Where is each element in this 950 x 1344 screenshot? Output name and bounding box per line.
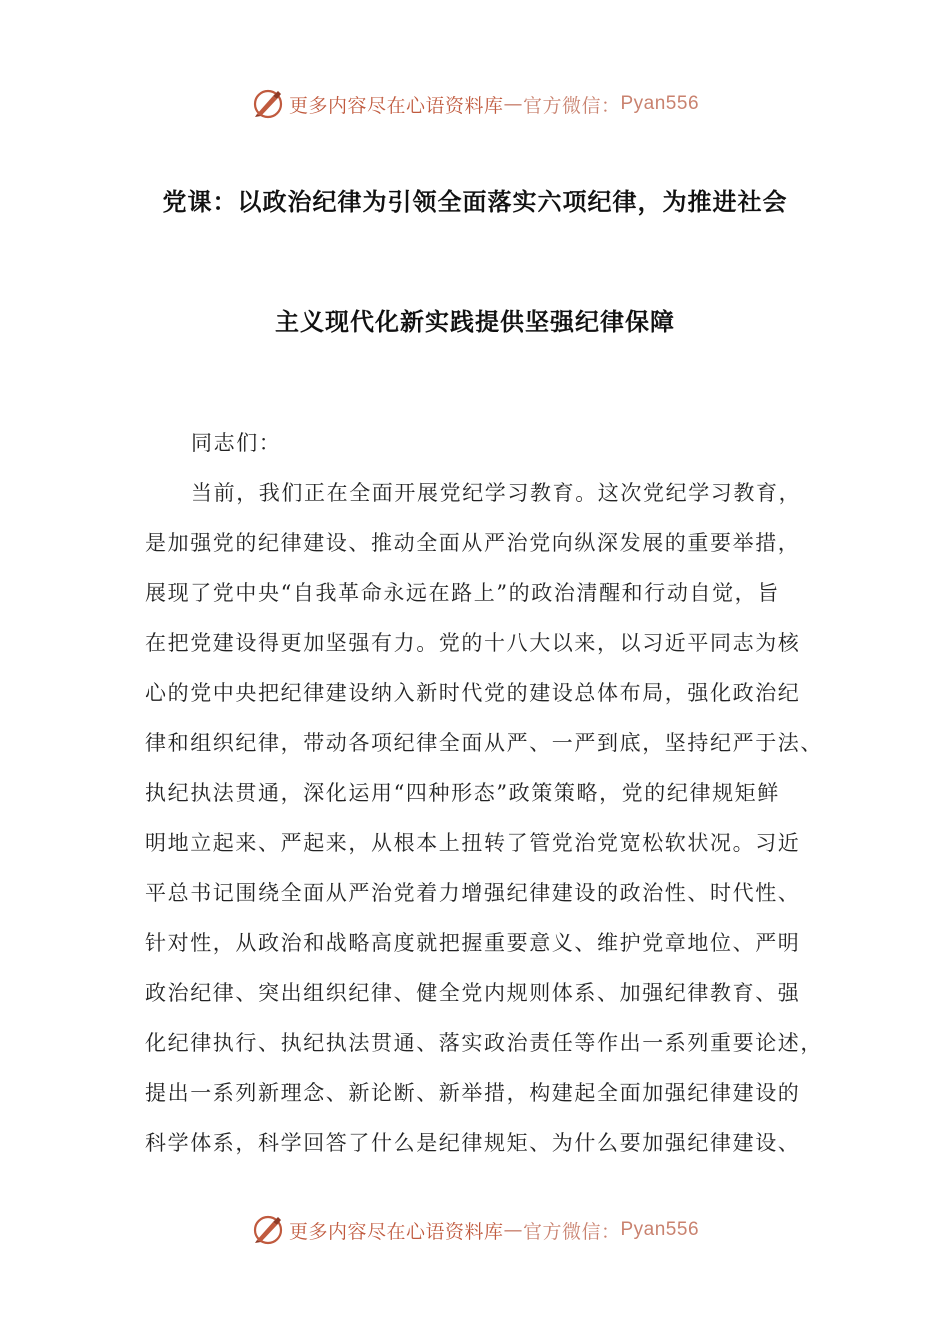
- banner-dash: —: [503, 1219, 523, 1241]
- paragraph-line: 明地立起来、严起来，从根本上扭转了管党治党宽松软状况。习近: [145, 831, 801, 855]
- pen-logo-icon: [251, 87, 285, 121]
- paragraph-line: 针对性，从政治和战略高度就把握重要意义、维护党章地位、严明: [145, 931, 801, 955]
- paragraph-line: 律和组织纪律，带动各项纪律全面从严、一严到底，坚持纪严于法、: [145, 731, 823, 755]
- paragraph-line: 化纪律执行、执纪执法贯通、落实政治责任等作出一系列重要论述，: [145, 1031, 823, 1055]
- paragraph-line: 在把党建设得更加坚强有力。党的十八大以来，以习近平同志为核: [145, 631, 801, 655]
- brand-text: 更多内容尽在心语资料库: [288, 94, 504, 117]
- paragraph-line: 展现了党中央“自我革命永远在路上”的政治清醒和行动自觉，旨: [145, 581, 780, 605]
- wechat-label: 官方微信：: [522, 1220, 621, 1243]
- paragraph-line: 平总书记围绕全面从严治党着力增强纪律建设的政治性、时代性、: [145, 881, 801, 905]
- pen-logo-icon: [251, 1213, 285, 1247]
- paragraph-line: 科学体系，科学回答了什么是纪律规矩、为什么要加强纪律建设、: [145, 1131, 801, 1155]
- header-watermark-banner: [0, 84, 950, 124]
- salutation: 同志们：: [191, 431, 282, 455]
- footer-watermark-banner: [0, 1210, 950, 1250]
- wechat-label: 官方微信：: [522, 94, 621, 117]
- paragraph-line: 心的党中央把纪律建设纳入新时代党的建设总体布局，强化政治纪: [145, 681, 801, 705]
- paragraph-line: 执纪执法贯通，深化运用“四种形态”政策策略，党的纪律规矩鲜: [145, 781, 780, 805]
- paragraph-line: 当前，我们正在全面开展党纪学习教育。这次党纪学习教育，: [191, 481, 802, 505]
- wechat-handle: Pyan556: [620, 93, 700, 114]
- document-title-line-1: 党课：以政治纪律为引领全面落实六项纪律，为推进社会: [162, 188, 788, 216]
- paragraph-line: 是加强党的纪律建设、推动全面从严治党向纵深发展的重要举措，: [145, 531, 801, 555]
- paragraph-line: 提出一系列新理念、新论断、新举措，构建起全面加强纪律建设的: [145, 1081, 801, 1105]
- wechat-handle: Pyan556: [620, 1219, 700, 1240]
- banner-dash: —: [503, 93, 523, 115]
- brand-text: 更多内容尽在心语资料库: [288, 1220, 504, 1243]
- paragraph-line: 政治纪律、突出组织纪律、健全党内规则体系、加强纪律教育、强: [145, 981, 801, 1005]
- document-body: [145, 418, 825, 1168]
- document-title-line-2: 主义现代化新实践提供坚强纪律保障: [275, 308, 675, 336]
